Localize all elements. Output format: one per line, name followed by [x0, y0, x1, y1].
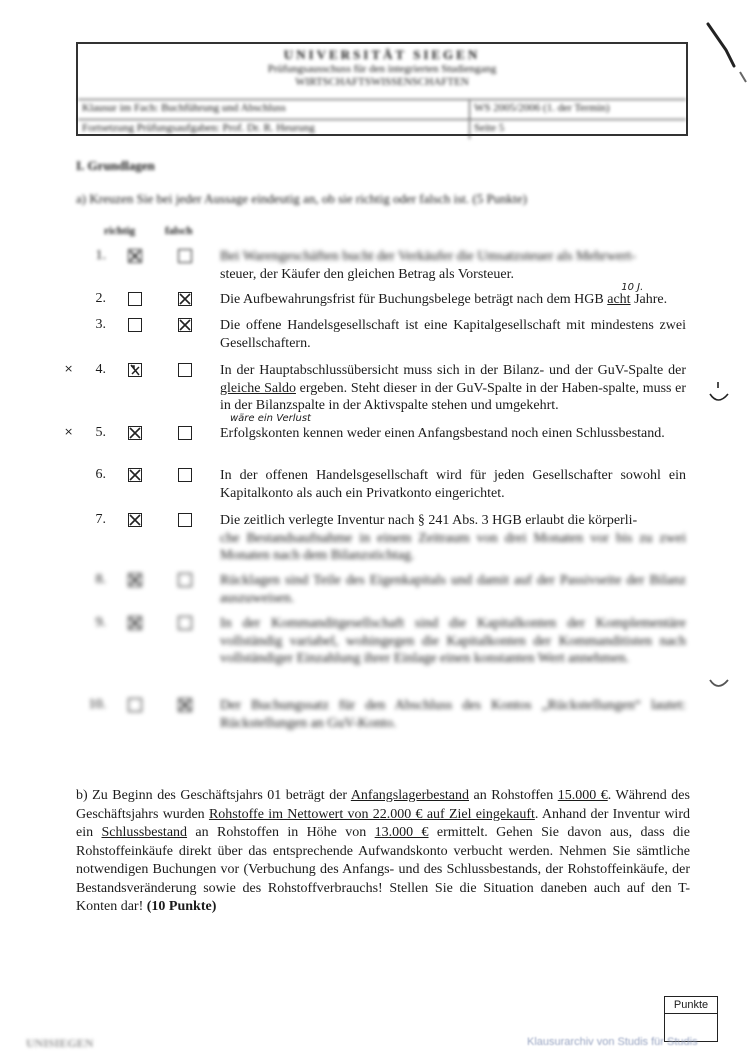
statement-text [220, 248, 686, 283]
statement-text: Erfolgskonten kennen weder einen Anfangsbestand noch einen Schlussbestand. [220, 426, 665, 441]
section-title: I. Grundlagen [76, 158, 155, 173]
handwritten-note-10j: 10 J. [621, 282, 644, 293]
points-box-label: Punkte [665, 997, 717, 1014]
exam-header-table [76, 42, 688, 136]
statement-text-clear: Die zeitlich verlegte Inventur nach § 241 Abs. 3 HGB erlaubt die körperli- [220, 513, 638, 528]
correction-arc-icon [706, 674, 732, 696]
column-false-header: falsch [165, 225, 193, 237]
cross-icon [179, 319, 191, 331]
task-b-points: (10 Punkte) [146, 899, 217, 914]
exam-term: WS 2005/2006 (1. der Termin) [474, 102, 610, 114]
statement-text-main: Die Aufbewahrungsfrist für Buchungsbelege beträgt nach dem HGB [220, 292, 604, 307]
task-b-part: an Rohstoffen in Höhe von [187, 825, 375, 840]
underlined-word-wrap [607, 282, 644, 307]
task-b-underlined: Rohstoffe im Nettowert von 22.000 € auf Ziel eingekauft [208, 806, 535, 822]
university-name: UNIVERSITÄT SIEGEN [283, 47, 481, 62]
corrected-check-icon [129, 364, 141, 376]
checkbox-false[interactable] [178, 468, 192, 482]
task-a-instruction: a) Kreuzen Sie bei jeder Aussage eindeutig an, ob sie richtig oder falsch ist. (5 Punkte) [76, 191, 527, 206]
header-title-block [78, 44, 686, 100]
statement-number: 5. [95, 425, 106, 440]
checkbox-true[interactable] [128, 616, 142, 630]
checkbox-false[interactable] [178, 318, 192, 332]
statement-text: Die offene Handelsgesellschaft ist eine Kapitalgesellschaft mit mindestens zwei Gesellschaftern. [220, 318, 686, 351]
exam-subject: Klausur im Fach: Buchführung und Abschluss [78, 100, 470, 119]
statement-text-blurred: Bei Warengeschäften bucht der Verkäufer die Umsatzsteuer als Mehrwert- [220, 249, 636, 264]
statement-text-end: Jahre. [634, 292, 668, 307]
header-row-subject [78, 100, 686, 120]
statement-text-part2: ergeben. Steht dieser in der GuV-Spalte in der Haben-spalte, muss er in der Bilanzspalte in der Aktivspalte stehen und umgekehrt. [220, 380, 686, 413]
statement-text: In der Kommanditgesellschaft sind die Kapitalkonten der Komplementäre vollständig variabel, wohingegen die Kapitalkonten der Kommanditisten nach vollständiger Einzahlung ihrer Einlage einen konstanten Wert annehmen. [220, 616, 686, 666]
task-b-underlined: Anfangslagerbestand [350, 788, 469, 803]
checkbox-true[interactable] [128, 249, 142, 263]
checkbox-true[interactable] [128, 363, 142, 377]
task-b-underlined: 13.000 € [374, 825, 429, 840]
task-b-part: . Während des Geschäftsjahrs wurden [76, 788, 690, 822]
examiner: Fortsetzung Prüfungsaufgaben: Prof. Dr. R. Heurung [78, 120, 470, 139]
column-true-header: richtig [104, 225, 136, 237]
statement-text-blurred: che Bestandsaufnahme in einem Zeitraum von drei Monaten vor bis zu zwei Monaten nach dem Bilanzstichtag. [220, 530, 686, 563]
task-b-part: b) Zu Beginn des Geschäftsjahrs 01 beträgt der [76, 788, 351, 803]
underlined-phrase: gleiche Saldo [220, 380, 296, 396]
statement-number: 6. [95, 467, 106, 482]
committee-name: Prüfungsausschuss für den integrierten Studiengang [267, 63, 497, 75]
cross-icon [129, 250, 141, 262]
checkbox-false[interactable] [178, 573, 192, 587]
checkbox-false[interactable] [178, 363, 192, 377]
task-b-underlined: 15.000 € [557, 788, 608, 803]
checkbox-true[interactable] [128, 468, 142, 482]
checkbox-true[interactable] [128, 698, 142, 712]
task-b-part: . Anhand der Inventur wird ein [76, 806, 690, 840]
checkbox-true[interactable] [128, 573, 142, 587]
cross-icon [129, 617, 141, 629]
statement-text-part1: In der Hauptabschlussübersicht muss sich in der Bilanz- und der GuV-Spalte der [220, 363, 686, 378]
margin-mark: × [64, 362, 74, 375]
checkbox-false[interactable] [178, 249, 192, 263]
cross-icon [179, 293, 191, 305]
checkbox-true[interactable] [128, 513, 142, 527]
statement-text [220, 512, 686, 565]
cross-icon [179, 699, 191, 711]
statement-text: Rücklagen sind Teile des Eigenkapitals und damit auf der Passivseite der Bilanz auszuweisen. [220, 573, 686, 606]
statement-text: In der offenen Handelsgesellschaft wird für jeden Gesellschafter sowohl ein Kapitalkonto als auch ein Privatkonto eingerichtet. [220, 468, 686, 501]
statement-number: 4. [95, 362, 106, 377]
underlined-word: acht [607, 292, 631, 307]
checkbox-true[interactable] [128, 292, 142, 306]
checkbox-false[interactable] [178, 426, 192, 440]
cross-icon [129, 469, 141, 481]
faculty-name: WIRTSCHAFTSWISSENSCHAFTEN [295, 76, 469, 88]
cross-icon [129, 574, 141, 586]
statement-number: 8. [95, 572, 106, 587]
cross-icon [129, 514, 141, 526]
checkbox-false[interactable] [178, 698, 192, 712]
checkbox-true[interactable] [128, 318, 142, 332]
cross-icon [129, 427, 141, 439]
task-b-text [76, 787, 690, 917]
statement-number: 1. [95, 248, 106, 263]
handwritten-note-verlust: wäre ein Verlust [230, 413, 311, 424]
header-row-examiner [78, 120, 686, 139]
pen-stroke-icon [706, 20, 750, 90]
checkbox-false[interactable] [178, 292, 192, 306]
task-b-part: ermittelt. Gehen Sie davon aus, dass die Rohstoffeinkäufe direkt über das entsprechende Aufwandskonto verbucht werden. Nehmen Sie sämtliche notwendigen Buchungen vor (Verbuchung des Anfangs- und des Schlussbestands, der Rohstoffeinkäufe, der Bestandsveränderung sowie des Rohstoffverbrauchs! Stellen Sie die Situation daneben auch auf den T-Konten dar! [76, 825, 691, 914]
checkbox-false[interactable] [178, 616, 192, 630]
statement-number: 3. [95, 317, 106, 332]
footer-logo-text: UNISIEGEN [26, 1036, 94, 1050]
checkbox-true[interactable] [128, 426, 142, 440]
statement-number: 2. [95, 291, 106, 306]
statement-number: 10. [88, 697, 106, 712]
task-b-part: an Rohstoffen [469, 788, 558, 803]
statement-text-clear: steuer, der Käufer den gleichen Betrag als Vorsteuer. [220, 266, 514, 282]
statement-number: 7. [95, 512, 106, 527]
footer-watermark: Klausurarchiv von Studis für Studis [527, 1036, 698, 1048]
statement-text [220, 282, 686, 309]
page-number: Seite 5 [474, 122, 505, 134]
task-b-underlined: Schlussbestand [101, 825, 188, 840]
statement-number: 9. [95, 615, 106, 630]
checkbox-false[interactable] [178, 513, 192, 527]
correction-arc-icon [706, 380, 732, 410]
statement-text: Der Buchungssatz für den Abschluss des Kontos „Rückstellungen“ lautet: Rückstellungen an GuV-Konto. [220, 698, 686, 731]
margin-mark: × [64, 425, 74, 438]
statement-text [220, 362, 686, 424]
